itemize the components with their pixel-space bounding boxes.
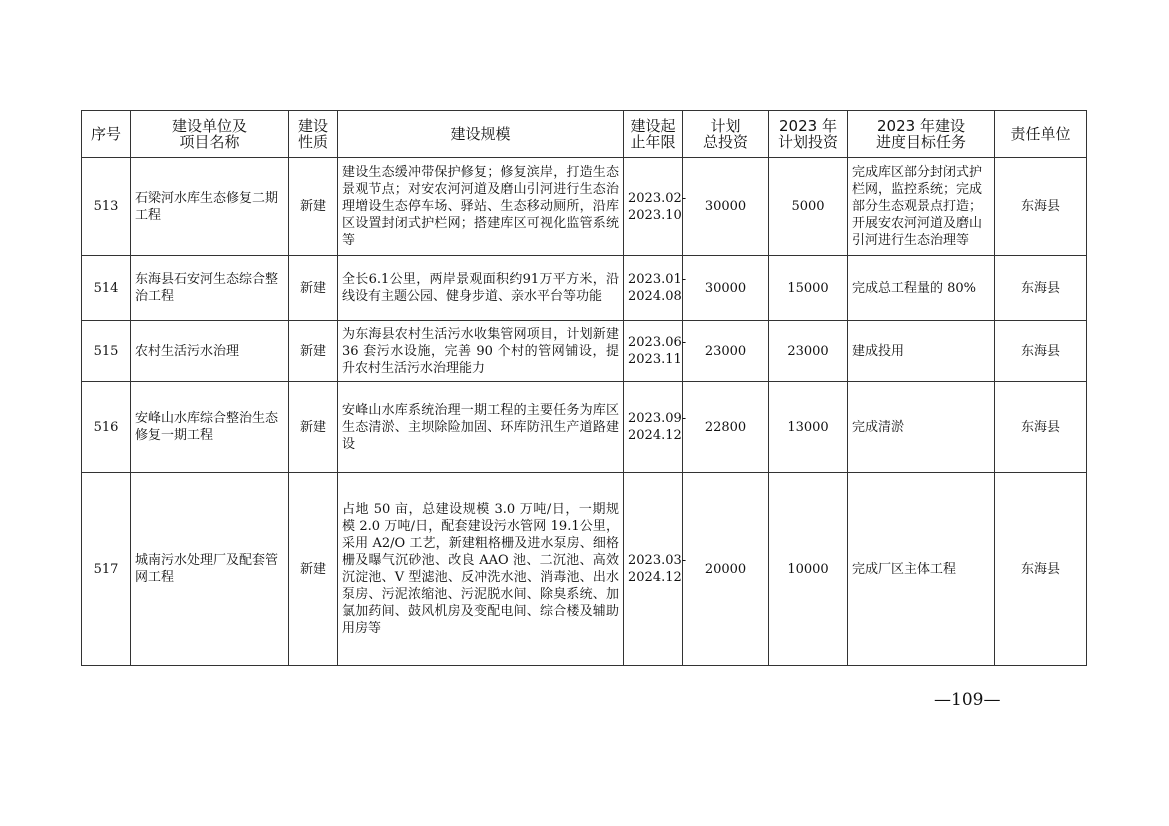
cell-nature: 新建: [289, 473, 338, 666]
cell-period: 2023.02- 2023.10: [624, 158, 683, 256]
cell-name: 安峰山水库综合整治生态修复一期工程: [131, 382, 289, 473]
cell-name: 东海县石安河生态综合整治工程: [131, 256, 289, 321]
cell-unit: 东海县: [995, 382, 1087, 473]
header-scale: 建设规模: [338, 111, 624, 158]
header-no: 序号: [82, 111, 131, 158]
cell-name: 农村生活污水治理: [131, 321, 289, 382]
cell-total: 30000: [683, 256, 769, 321]
cell-name: 城南污水处理厂及配套管网工程: [131, 473, 289, 666]
cell-total: 22800: [683, 382, 769, 473]
cell-nature: 新建: [289, 158, 338, 256]
cell-target: 完成清淤: [848, 382, 995, 473]
cell-unit: 东海县: [995, 321, 1087, 382]
cell-target: 建成投用: [848, 321, 995, 382]
page-number: —109—: [934, 690, 1001, 710]
cell-no: 516: [82, 382, 131, 473]
header-plan2023: 2023 年 计划投资: [769, 111, 848, 158]
cell-scale: 全长6.1公里，两岸景观面积约91万平方米，沿线设有主题公园、健身步道、亲水平台等功能: [338, 256, 624, 321]
header-target: 2023 年建设 进度目标任务: [848, 111, 995, 158]
header-period: 建设起 止年限: [624, 111, 683, 158]
cell-unit: 东海县: [995, 473, 1087, 666]
header-nature: 建设 性质: [289, 111, 338, 158]
cell-scale: 占地 50 亩，总建设规模 3.0 万吨/日，一期规模 2.0 万吨/日，配套建设污水管网 19.1公里，采用 A2/O 工艺，新建粗格栅及进水泵房、细格栅及曝气沉砂池、改良 AAO 池、二沉池、高效沉淀池、V 型滤池、反冲洗水池、消毒池、出水泵房、污泥浓缩池、污泥脱水间、除臭系统、加氯加药间、鼓风机房及变配电间、综合楼及辅助用房等: [338, 473, 624, 666]
cell-period: 2023.06- 2023.11: [624, 321, 683, 382]
cell-unit: 东海县: [995, 158, 1087, 256]
cell-nature: 新建: [289, 321, 338, 382]
table-row: [82, 158, 1087, 256]
header-unit: 责任单位: [995, 111, 1087, 158]
cell-total: 23000: [683, 321, 769, 382]
cell-nature: 新建: [289, 382, 338, 473]
cell-unit: 东海县: [995, 256, 1087, 321]
cell-period: 2023.03- 2024.12: [624, 473, 683, 666]
table-header-row: [82, 111, 1087, 158]
header-name: 建设单位及 项目名称: [131, 111, 289, 158]
cell-no: 515: [82, 321, 131, 382]
cell-target: 完成库区部分封闭式护栏网，监控系统；完成部分生态观景点打造；开展安农河河道及磨山引河进行生态治理等: [848, 158, 995, 256]
cell-plan2023: 13000: [769, 382, 848, 473]
table-row: [82, 473, 1087, 666]
cell-scale: 安峰山水库系统治理一期工程的主要任务为库区生态清淤、主坝除险加固、环库防汛生产道路建设: [338, 382, 624, 473]
cell-total: 20000: [683, 473, 769, 666]
header-total: 计划 总投资: [683, 111, 769, 158]
table-row: [82, 256, 1087, 321]
cell-plan2023: 23000: [769, 321, 848, 382]
cell-name: 石梁河水库生态修复二期工程: [131, 158, 289, 256]
cell-period: 2023.01- 2024.08: [624, 256, 683, 321]
cell-no: 517: [82, 473, 131, 666]
table-row: [82, 382, 1087, 473]
cell-target: 完成总工程量的 80%: [848, 256, 995, 321]
cell-nature: 新建: [289, 256, 338, 321]
cell-scale: 为东海县农村生活污水收集管网项目，计划新建 36 套污水设施，完善 90 个村的管网铺设，提升农村生活污水治理能力: [338, 321, 624, 382]
cell-period: 2023.09- 2024.12: [624, 382, 683, 473]
table-row: [82, 321, 1087, 382]
cell-plan2023: 10000: [769, 473, 848, 666]
cell-no: 513: [82, 158, 131, 256]
cell-plan2023: 15000: [769, 256, 848, 321]
project-table-container: [81, 110, 1086, 666]
cell-plan2023: 5000: [769, 158, 848, 256]
project-table: [81, 110, 1087, 666]
cell-target: 完成厂区主体工程: [848, 473, 995, 666]
cell-scale: 建设生态缓冲带保护修复；修复滨岸，打造生态景观节点；对安农河河道及磨山引河进行生态治理增设生态停车场、驿站、生态移动厕所，沿库区设置封闭式护栏网；搭建库区可视化监管系统等: [338, 158, 624, 256]
cell-no: 514: [82, 256, 131, 321]
cell-total: 30000: [683, 158, 769, 256]
